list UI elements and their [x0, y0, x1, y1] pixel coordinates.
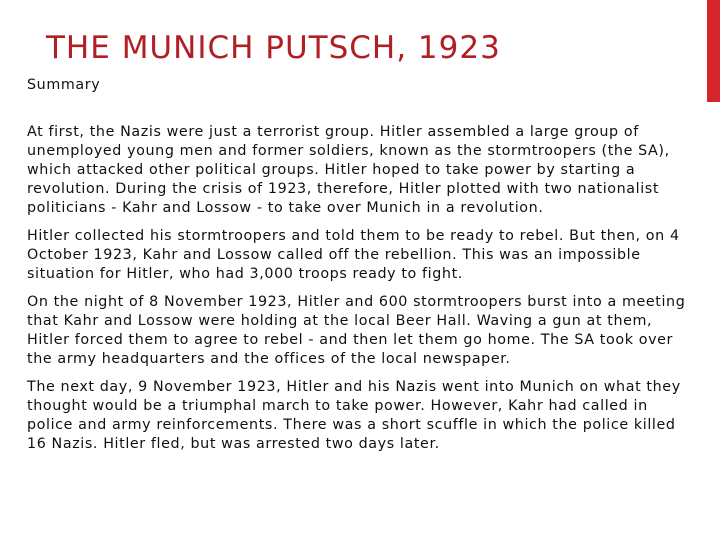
- slide-subtitle: Summary: [27, 77, 101, 93]
- accent-bar: [707, 0, 720, 102]
- paragraph-4: The next day, 9 November 1923, Hitler and his Nazis went into Munich on what they thought would be a triumphal march to take power. However, Kahr had called in police and army reinforcements. There was a short scuffle in which the police killed 16 Nazis. Hitler fled, but was arrested two days later.: [27, 379, 681, 452]
- slide-title: THE MUNICH PUTSCH, 1923: [46, 30, 501, 66]
- paragraph-3: On the night of 8 November 1923, Hitler and 600 stormtroopers burst into a meeting that Kahr and Lossow were holding at the local Beer Hall. Waving a gun at them, Hitler forced them to agree to rebel - and then let them go home. The SA took over the army headquarters and the offices of the local newspaper.: [27, 294, 686, 367]
- slide-body: [27, 76, 693, 463]
- paragraph-1: At first, the Nazis were just a terrorist group. Hitler assembled a large group of unemployed young men and former soldiers, known as the stormtroopers (the SA), which attacked other political groups. Hitler hoped to take power by starting a revolution. During the crisis of 1923, therefore, Hitler plotted with two nationalist politicians - Kahr and Lossow - to take over Munich in a revolution.: [27, 124, 670, 216]
- paragraph-2: Hitler collected his stormtroopers and told them to be ready to rebel. But then, on 4 October 1923, Kahr and Lossow called off the rebellion. This was an impossible situation for Hitler, who had 3,000 troops ready to fight.: [27, 228, 680, 282]
